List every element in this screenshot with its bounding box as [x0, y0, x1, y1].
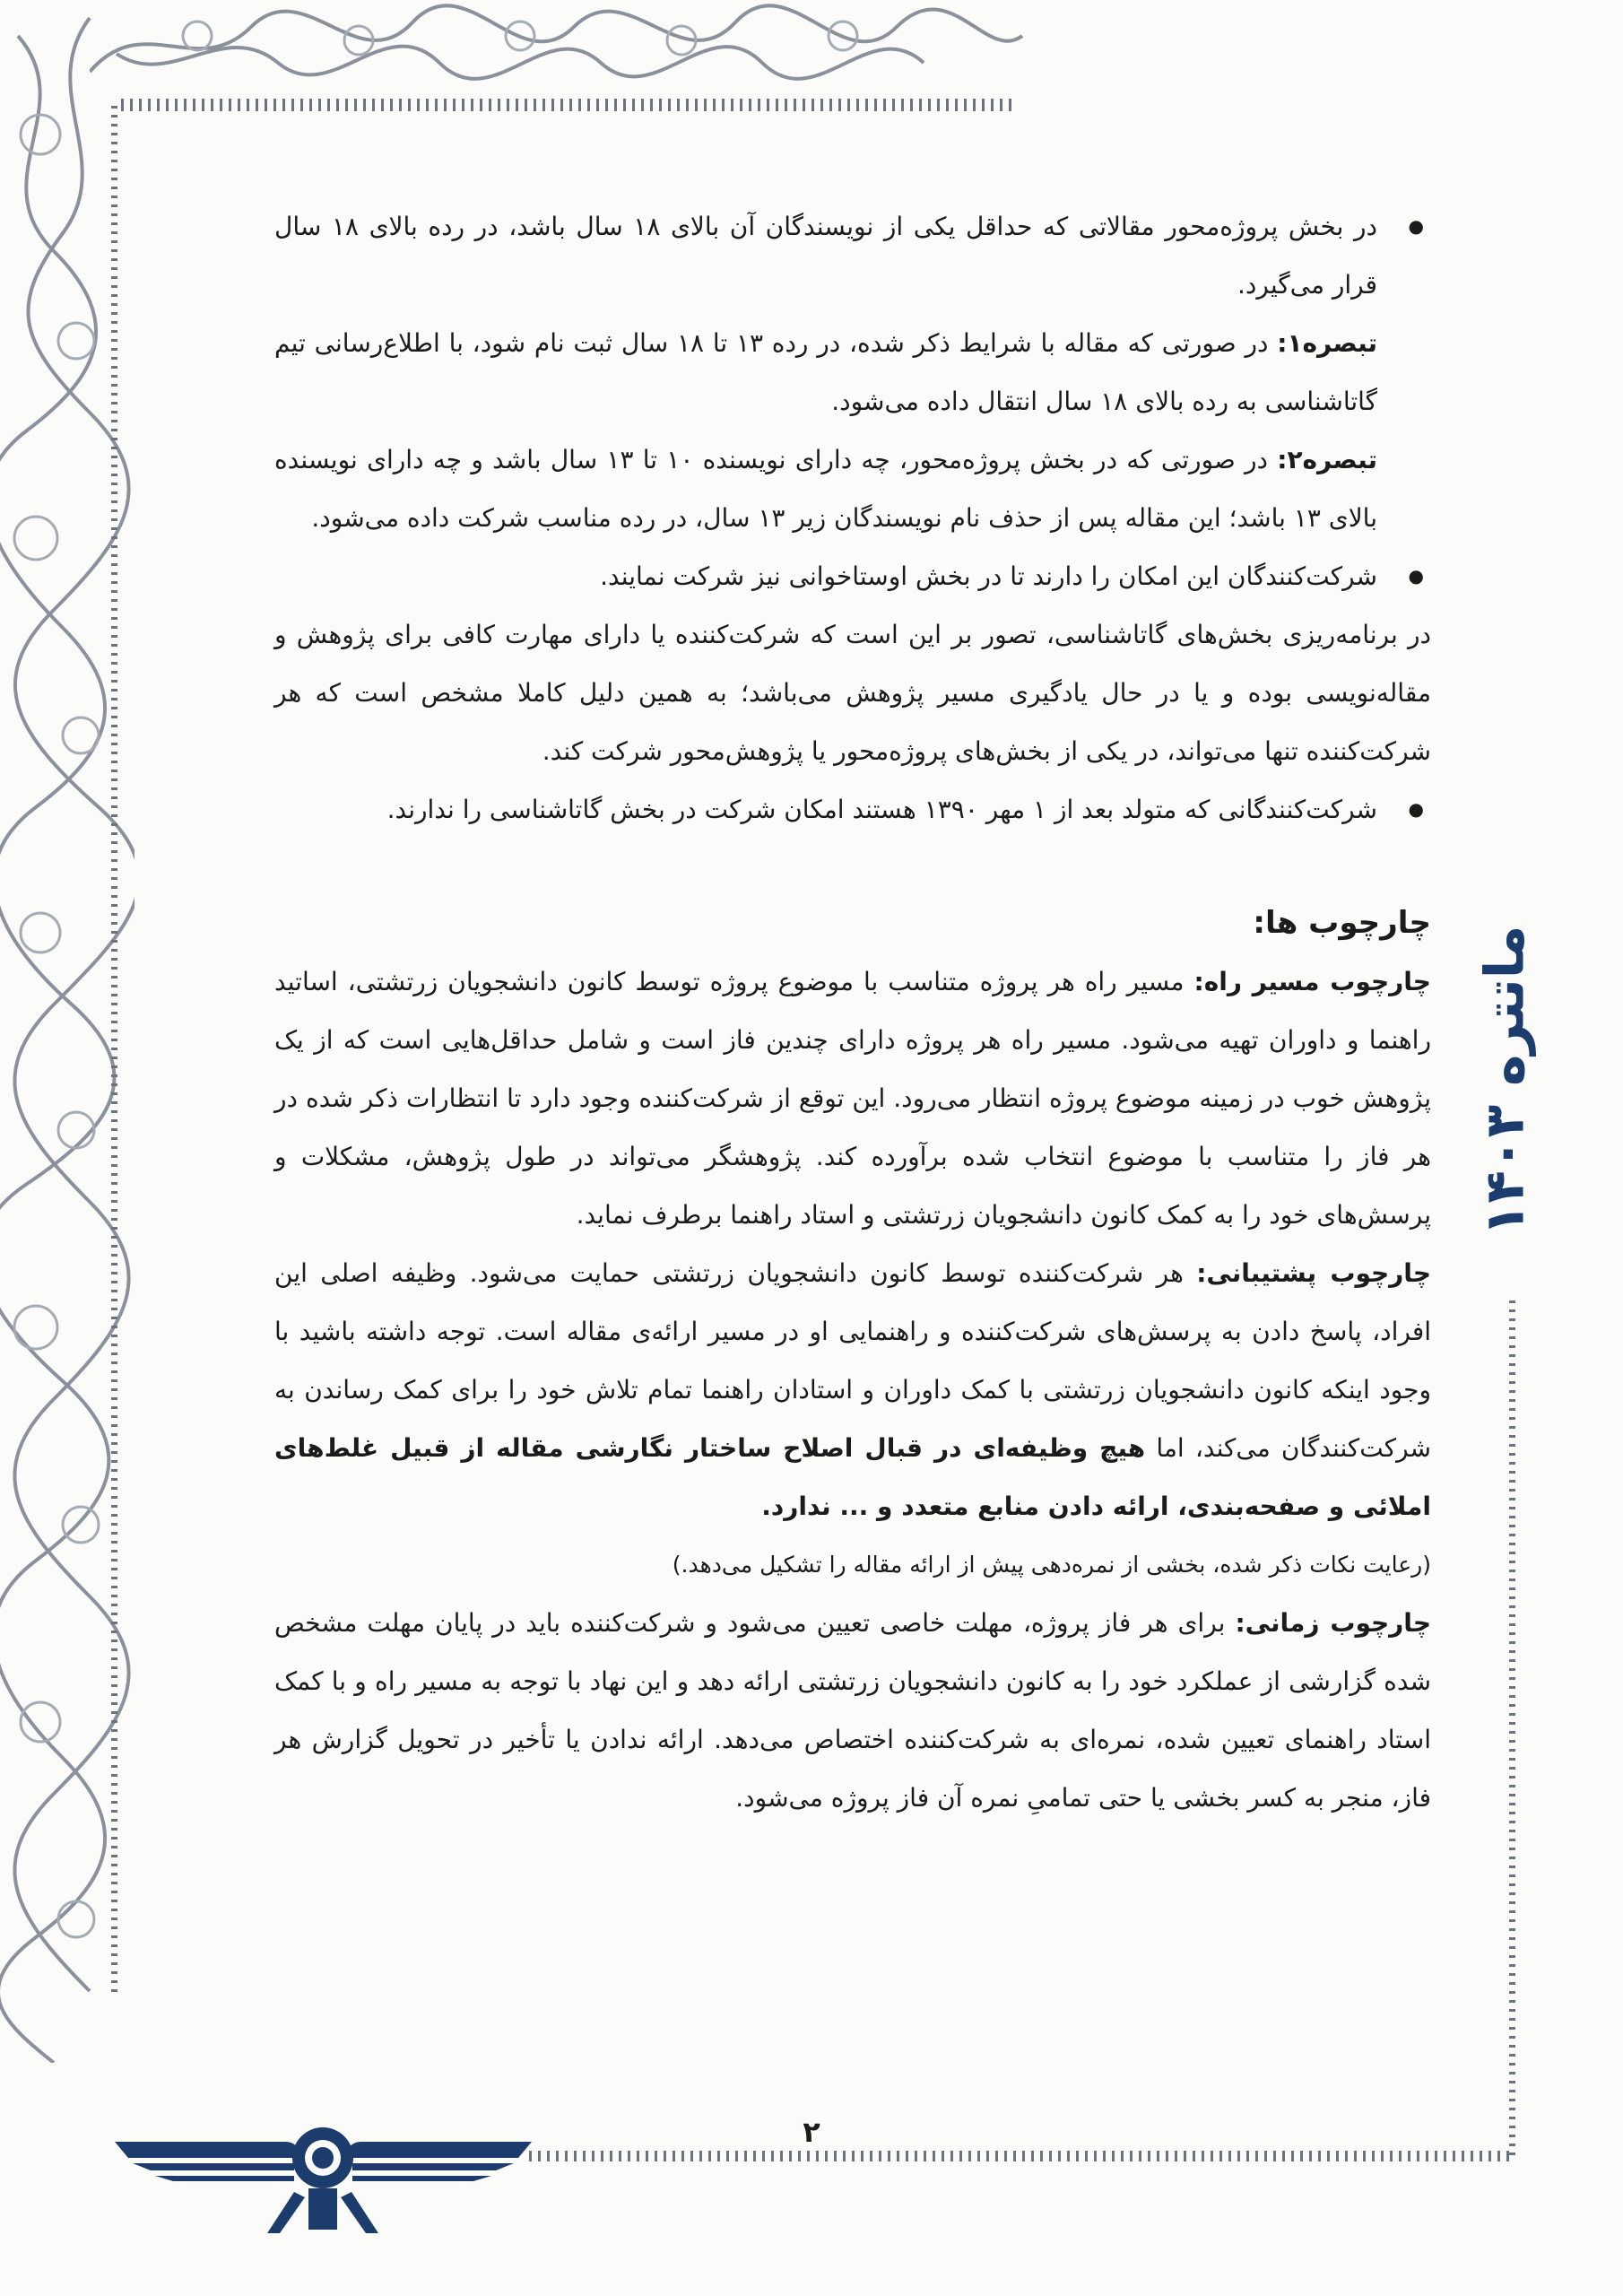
framework-text: برای هر فاز پروژه، مهلت خاصی تعیین می‌شود و شرکت‌کننده باید در پایان مهلت مشخص شده گزارشی از عملکرد خود را به کانون دانشجویان زرتشتی ارائه دهد و این نهاد با توجه به مسیر راه و با کمک استاد راهنمای تعیین شده، نمره‌ای به شرکت‌کننده اختصاص می‌دهد. ارائه ندادن یا تأخیر در تحویل گزارش هر فاز، منجر به کسر بخشی یا حتی تمامیِ نمره آن فاز پروژه می‌شود. — [274, 1608, 1431, 1813]
framework-text: مسیر راه هر پروژه متناسب با موضوع پروژه توسط کانون دانشجویان زرتشتی، اساتید راهنما و داوران تهیه می‌شود. مسیر راه هر پروژه دارای چندین فاز است و شامل حداقل‌هایی است که از یک پژوهش خوب در زمینه موضوع پروژه انتظار می‌رود. این توقع از شرکت‌کننده وجود دارد تا انتظارات ذکر شده در هر فاز را متناسب با موضوع انتخاب شده برآورده کند. پژوهشگر می‌تواند در طول پژوهش، مشکلات و پرسش‌های خود را به کمک کانون دانشجویان زرتشتی و استاد راهنما برطرف نماید. — [274, 967, 1431, 1230]
framework-time — [274, 1594, 1431, 1827]
framework-label: چارچوب مسیر راه: — [1193, 967, 1431, 996]
top-dotted-rule — [121, 99, 1018, 111]
framework-label: چارچوب زمانی: — [1235, 1608, 1431, 1638]
note-text: در صورتی که در بخش پروژه‌محور، چه دارای نویسنده ۱۰ تا ۱۳ سال باشد و چه دارای نویسنده بالای ۱۳ باشد؛ این مقاله پس از حذف نام نویسندگان زیر ۱۳ سال، در رده مناسب شرکت داده می‌شود. — [274, 445, 1377, 533]
paragraph: در برنامه‌ریزی بخش‌های گاتاشناسی، تصور بر این است که شرکت‌کننده یا دارای مهارت کافی برای پژوهش و مقاله‌نویسی بوده و یا در حال یادگیری مسیر پژوهش می‌باشد؛ به همین دلیل کاملا مشخص است که هر شرکت‌کننده تنها می‌تواند، در یکی از بخش‌های پروژه‌محور یا پژوهش‌محور شرکت کند. — [274, 620, 1431, 766]
framework-path — [274, 952, 1431, 1244]
side-title-text: ماتتره ۱۴۰۳ — [1473, 925, 1537, 1237]
right-dotted-rule — [1509, 1300, 1515, 2157]
page-number: ۲ — [803, 2115, 820, 2149]
section-heading: چارچوب ها: — [1253, 905, 1431, 941]
side-title — [1469, 925, 1541, 1237]
note-label: تبصره۲: — [1277, 445, 1378, 474]
emblem-icon — [115, 2117, 532, 2242]
framework-text: هر شرکت‌کننده توسط کانون دانشجویان زرتشتی حمایت می‌شود. وظیفه اصلی این افراد، پاسخ دادن به پرسش‌های شرکت‌کننده و راهنمایی او در مسیر ارائه‌ی مقاله است. توجه داشته باشید با وجود اینکه کانون دانشجویان زرتشتی با کمک داوران و استادان راهنما تمام تلاش خود را برای کمک رساندن به شرکت‌کنندگان می‌کند، اما — [274, 1258, 1431, 1463]
framework-support-note: (رعایت نکات ذکر شده، بخشی از نمره‌دهی پیش از ارائه مقاله را تشکیل می‌دهد.) — [672, 1552, 1431, 1578]
main-content — [274, 197, 1431, 1827]
list-item: ● شرکت‌کنندگانی که متولد بعد از ۱ مهر ۱۳۹۰ هستند امکان شرکت در بخش گاتاشناسی را ندارند. — [274, 780, 1431, 839]
top-floral-ornament — [90, 0, 1031, 94]
framework-bold-text: هیچ وظیفه‌ای در قبال اصلاح ساختار نگارشی مقاله از قبیل غلط‌های املائی و صفحه‌بندی، ارائه دادن منابع متعدد و ... ندارد. — [274, 1433, 1431, 1521]
note-text: در صورتی که مقاله با شرایط ذکر شده، در رده ۱۳ تا ۱۸ سال ثبت نام شود، با اطلاع‌رسانی تیم گاتاشناسی به رده بالای ۱۸ سال انتقال داده می‌شود. — [274, 328, 1377, 416]
list-item: ● شرکت‌کنندگان این امکان را دارند تا در بخش اوستاخوانی نیز شرکت نمایند. — [274, 547, 1431, 605]
note-label: تبصره۱: — [1277, 328, 1378, 358]
note-1 — [274, 314, 1431, 430]
list-item: ● در بخش پروژه‌محور مقالاتی که حداقل یکی از نویسندگان آن بالای ۱۸ سال باشد، در رده بالای ۱۸ سال قرار می‌گیرد. — [274, 197, 1431, 314]
note-2 — [274, 430, 1431, 547]
left-dotted-rule — [111, 106, 117, 1998]
bottom-dotted-rule — [529, 2151, 1515, 2161]
framework-label: چارچوب پشتیبانی: — [1196, 1258, 1431, 1288]
framework-support — [274, 1244, 1431, 1535]
